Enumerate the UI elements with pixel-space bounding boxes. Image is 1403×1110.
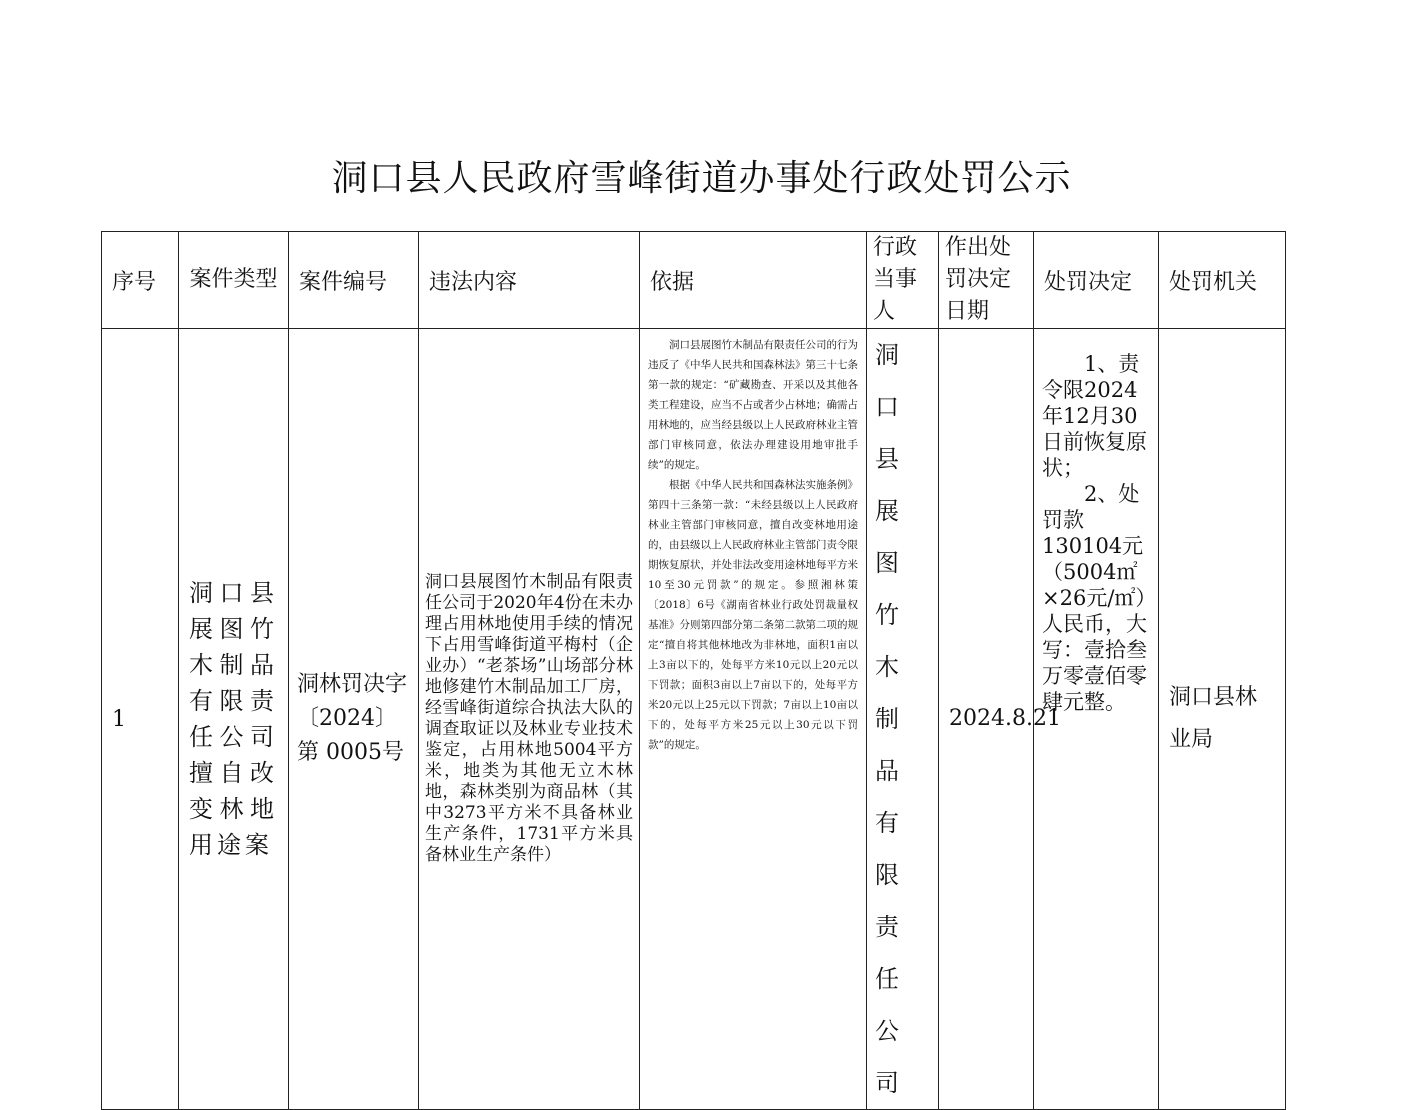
cell-case-no: 洞林罚决字〔2024〕第 0005号 [289,329,419,1110]
cell-type: 洞口县展图竹木制品有限责任公司擅自改变林地用途案 [179,329,289,1110]
decision-item-2: 2、处罚款130104元（5004㎡×26元/㎡）人民币，大写：壹拾叁万零壹佰零肆元整。 [1042,482,1147,714]
table-row [102,329,1286,1110]
header-type: 案件类型 [179,232,289,329]
cell-date: 2024.8.21 [939,329,1034,1110]
header-basis: 依据 [640,232,867,329]
header-case-no: 案件编号 [289,232,419,329]
header-content: 违法内容 [419,232,640,329]
header-index: 序号 [102,232,179,329]
cell-party: 洞口县展图竹木制品有限责任公司 [867,329,939,1110]
basis-paragraph-2: 根据《中华人民共和国森林法实施条例》第四十三条第一款：“未经县级以上人民政府林业主管部门审核同意，擅自改变林地用途的，由县级以上人民政府林业主管部门责令限期恢复原状，并处非法改变用途林地每平方米10至30元罚款”的规定。参照湘林策〔2018〕6号《湖南省林业行政处罚裁量权基准》分则第四部分第二条第二款第二项的规定“擅自将其他林地改为非林地，面积1亩以上3亩以下的，处每平方米10元以上20元以下罚款；面积3亩以上7亩以下的，处每平方米20元以上25元以下罚款；7亩以上10亩以下的，处每平方米25元以上30元以下罚款”的规定。 [648,479,858,751]
cell-content: 洞口县展图竹木制品有限责任公司于2020年4份在未办理占用林地使用手续的情况下占用雪峰街道平梅村（企业办）“老茶场”山场部分林地修建竹木制品加工厂房，经雪峰街道综合执法大队的调查取证以及林业专业技术鉴定，占用林地5004平方米，地类为其他无立木林地，森林类别为商品林（其中3273平方米不具备林业生产条件，1731平方米具备林业生产条件） [419,329,640,1110]
cell-index: 1 [102,329,179,1110]
basis-paragraph-1: 洞口县展图竹木制品有限责任公司的行为违反了《中华人民共和国森林法》第三十七条第一款的规定：“矿藏勘查、开采以及其他各类工程建设，应当不占或者少占林地；确需占用林地的，应当经县级以上人民政府林业主管部门审核同意，依法办理建设用地审批手续”的规定。 [648,339,858,471]
header-party: 行政当事人 [867,232,939,329]
decision-item-1: 1、责令限2024年12月30日前恢复原状； [1042,352,1147,480]
cell-basis [640,329,867,1110]
header-org: 处罚机关 [1159,232,1286,329]
header-date: 作出处罚决定日期 [939,232,1034,329]
page-title: 洞口县人民政府雪峰街道办事处行政处罚公示 [331,158,1072,199]
header-row [102,232,1286,329]
cell-org: 洞口县林业局 [1159,329,1286,1110]
penalty-table [101,231,1286,1110]
header-decision: 处罚决定 [1034,232,1159,329]
